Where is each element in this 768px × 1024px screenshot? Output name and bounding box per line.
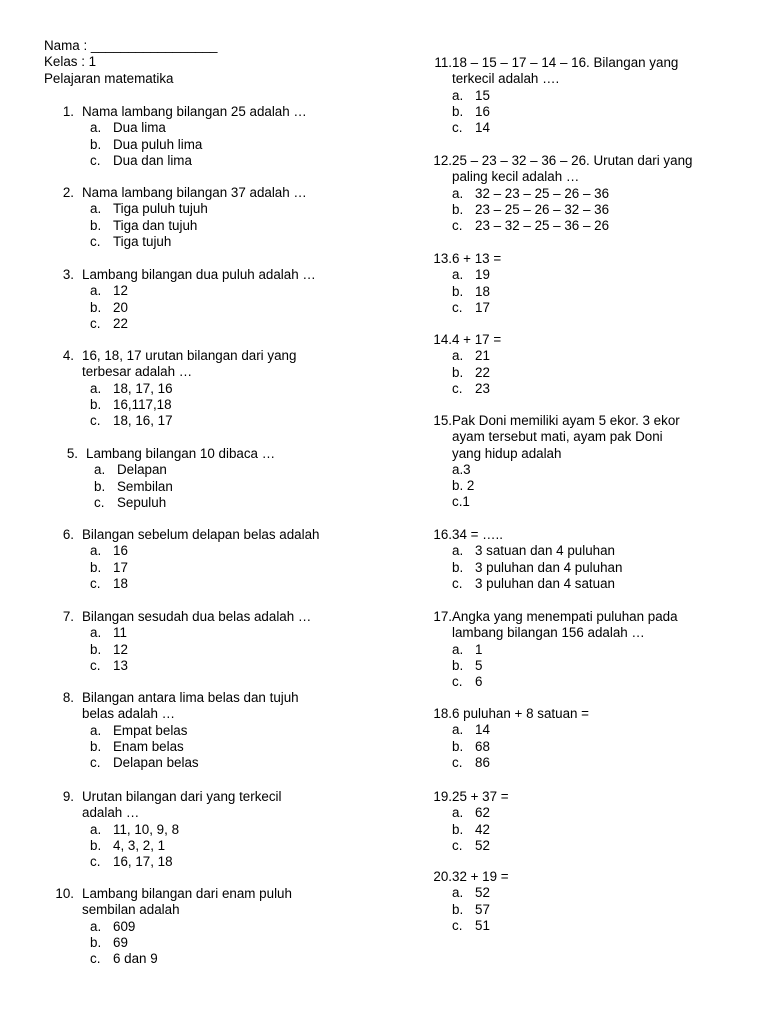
option-letter: b. [452, 657, 464, 673]
question-text: Lambang bilangan dua puluh adalah … [82, 267, 316, 282]
answer-option [44, 822, 384, 838]
option-text: 6 [475, 674, 483, 690]
option-text: 32 – 23 – 25 – 26 – 36 [475, 185, 610, 201]
question-line [44, 267, 384, 283]
option-text: 52 [475, 885, 490, 901]
answer-option [428, 381, 748, 397]
option-letter: a. [90, 380, 102, 396]
student-header [44, 38, 384, 87]
question-number: 19. [433, 789, 452, 804]
option-text: Tiga tujuh [113, 233, 172, 249]
option-letter: a. [452, 641, 464, 657]
option-letter: b. [90, 837, 102, 853]
option-letter: a. [90, 918, 102, 934]
option-letter: c. [452, 120, 463, 136]
question-number [428, 71, 452, 87]
option-letter: a. [90, 543, 102, 559]
answer-option [44, 201, 384, 217]
question-number: 13. [433, 251, 452, 266]
option-letter: c. [90, 575, 101, 591]
option-letter: a. [452, 87, 464, 103]
option-text: 18, 17, 16 [113, 380, 173, 396]
option-letter: b. [90, 559, 102, 575]
option-text: 20 [113, 299, 128, 315]
answer-option [44, 413, 384, 429]
question-line [428, 609, 748, 625]
question-item [44, 789, 384, 870]
option-text: 19 [475, 267, 490, 283]
option-letter: c. [90, 152, 101, 168]
option-text: 21 [475, 348, 490, 364]
option-text: 11 [113, 625, 127, 641]
answer-option: a.3 [452, 461, 471, 477]
question-item [428, 527, 748, 592]
question-line [44, 690, 384, 706]
question-text: yang hidup adalah [452, 445, 562, 461]
option-text: 52 [475, 837, 490, 853]
option-text: Dua puluh lima [113, 136, 203, 152]
question-number: 16. [433, 527, 452, 542]
question-number: 12. [433, 153, 452, 168]
answer-option [44, 755, 384, 771]
answer-option [428, 838, 748, 854]
answer-option [44, 543, 384, 559]
answer-option [428, 805, 748, 821]
option-letter: c. [90, 233, 101, 249]
question-line [428, 251, 748, 267]
option-text: 14 [475, 120, 490, 136]
answer-option [44, 658, 384, 674]
question-text: 25 + 37 = [452, 789, 509, 804]
question-number: 9. [62, 789, 74, 804]
question-text: Urutan bilangan dari yang terkecil [82, 789, 282, 804]
question-text: 6 + 13 = [452, 251, 502, 266]
option-text: 15 [475, 87, 490, 103]
question-line [44, 789, 384, 805]
option-text: 62 [475, 805, 490, 821]
question-number: 7. [62, 609, 74, 624]
question-text: ayam tersebut mati, ayam pak Doni [452, 429, 663, 445]
option-letter: a. [452, 885, 464, 901]
option-text: 4, 3, 2, 1 [113, 837, 166, 853]
option-letter: c. [90, 413, 101, 429]
question-text: sembilan adalah [82, 902, 180, 918]
question-item [48, 446, 388, 511]
question-item [428, 251, 748, 316]
answer-option [44, 283, 384, 299]
option-text: Enam belas [113, 738, 184, 754]
option-letter: b. [90, 136, 102, 152]
option-text: 17 [113, 559, 128, 575]
option-text: 6 dan 9 [113, 951, 158, 967]
answer-option [44, 838, 384, 854]
answer-option [428, 658, 748, 674]
answer-option [44, 218, 384, 234]
answer-option [428, 739, 748, 755]
question-number: 2. [62, 185, 74, 200]
question-number: 3. [62, 267, 74, 282]
option-letter: b. [90, 299, 102, 315]
option-text: 51 [475, 917, 490, 933]
question-text: belas adalah … [82, 706, 176, 722]
option-text: 12 [113, 283, 128, 299]
question-line [44, 902, 384, 918]
option-text: 86 [475, 754, 490, 770]
question-item [428, 153, 748, 234]
answer-option [428, 284, 748, 300]
answer-option [48, 495, 388, 511]
option-letter: c. [90, 755, 101, 771]
question-number [44, 364, 82, 380]
option-letter: c. [452, 837, 463, 853]
question-number: 6. [62, 527, 74, 542]
answer-option [428, 267, 748, 283]
option-text: 18 [475, 283, 490, 299]
answer-option [44, 919, 384, 935]
option-text: 1 [475, 641, 483, 657]
option-letter: a. [90, 201, 102, 217]
option-letter: a. [90, 821, 102, 837]
option-letter: a. [94, 462, 106, 478]
answer-option [44, 642, 384, 658]
option-letter: b. [452, 901, 464, 917]
question-line [428, 789, 748, 805]
answer-option [44, 397, 384, 413]
option-letter: b. [90, 396, 102, 412]
question-number [428, 429, 452, 445]
question-item [428, 869, 748, 934]
option-letter: c. [452, 218, 463, 234]
question-line [44, 609, 384, 625]
option-letter: b. [452, 559, 464, 575]
question-text: adalah … [82, 805, 140, 821]
answer-option [428, 543, 748, 559]
option-text: 18 [113, 575, 128, 591]
question-text: Bilangan antara lima belas dan tujuh [82, 690, 299, 705]
answer-option [44, 935, 384, 951]
question-line [44, 886, 384, 902]
question-number: 20. [433, 869, 452, 884]
answer-option [428, 186, 748, 202]
question-number: 4. [62, 348, 74, 363]
option-letter: c. [94, 494, 105, 510]
question-item [44, 185, 384, 250]
option-text: 5 [475, 657, 483, 673]
question-number [44, 706, 82, 722]
answer-option [428, 822, 748, 838]
option-letter: b. [452, 364, 464, 380]
question-line [44, 805, 384, 821]
option-letter: a. [452, 348, 464, 364]
question-text: Bilangan sesudah dua belas adalah … [82, 609, 312, 624]
answer-option [428, 885, 748, 901]
question-line [44, 104, 384, 120]
question-line [428, 55, 748, 71]
option-letter: c. [90, 951, 101, 967]
answer-option [428, 755, 748, 771]
question-text: 18 – 15 – 17 – 14 – 16. Bilangan yang [452, 55, 679, 70]
option-letter: c. [452, 575, 463, 591]
option-letter: a. [452, 543, 464, 559]
question-text: Bilangan sebelum delapan belas adalah [82, 527, 320, 542]
question-item [428, 609, 748, 690]
question-number: 1. [62, 104, 74, 119]
question-number [428, 625, 452, 641]
option-letter: a. [90, 120, 102, 136]
option-letter: b. [452, 283, 464, 299]
option-letter: c. [452, 299, 463, 315]
question-item [44, 690, 384, 771]
question-number: 11. [434, 55, 452, 70]
question-text: Nama lambang bilangan 37 adalah … [82, 185, 307, 200]
option-text: 12 [113, 641, 128, 657]
option-letter: c. [452, 380, 463, 396]
option-text: 57 [475, 901, 490, 917]
option-letter: a. [452, 185, 464, 201]
question-item [428, 789, 748, 854]
question-item [44, 527, 384, 592]
option-letter: b. [452, 738, 464, 754]
question-line [428, 625, 748, 641]
option-text: Tiga dan tujuh [113, 217, 198, 233]
option-letter: c. [90, 315, 101, 331]
question-number [44, 805, 82, 821]
answer-option [44, 560, 384, 576]
answer-option [428, 218, 748, 234]
option-letter: b. [90, 641, 102, 657]
option-text: Delapan [117, 462, 167, 478]
answer-option [428, 576, 748, 592]
answer-option [428, 202, 748, 218]
option-letter: a. [90, 283, 102, 299]
answer-option [428, 642, 748, 658]
option-text: 3 puluhan dan 4 satuan [475, 575, 615, 591]
kelas-field: Kelas : 1 [44, 54, 97, 70]
question-item [44, 267, 384, 332]
answer-option [428, 300, 748, 316]
answer-option [428, 348, 748, 364]
question-text: terbesar adalah … [82, 364, 193, 380]
answer-option [48, 479, 388, 495]
option-text: 16,117,18 [113, 396, 172, 412]
question-number: 18. [433, 706, 452, 721]
question-line [44, 364, 384, 380]
option-text: 14 [475, 722, 490, 738]
option-text: 22 [475, 364, 490, 380]
answer-option [44, 153, 384, 169]
question-line [44, 185, 384, 201]
answer-option: b. 2 [452, 478, 475, 494]
option-text: Dua lima [113, 120, 166, 136]
option-letter: c. [452, 674, 463, 690]
question-line [428, 527, 748, 543]
answer-option [48, 462, 388, 478]
option-letter: b. [94, 478, 106, 494]
answer-option [44, 316, 384, 332]
question-line [44, 706, 384, 722]
question-item [44, 886, 384, 967]
option-letter: a. [452, 267, 464, 283]
question-text: paling kecil adalah … [452, 169, 580, 185]
question-text: 34 = ….. [452, 527, 503, 542]
question-item [428, 706, 748, 771]
question-line [428, 169, 748, 185]
answer-option [428, 902, 748, 918]
option-text: 3 puluhan dan 4 puluhan [475, 559, 623, 575]
option-letter: b. [90, 217, 102, 233]
option-text: 42 [475, 821, 490, 837]
option-text: Sembilan [117, 478, 173, 494]
option-text: 3 satuan dan 4 puluhan [475, 543, 615, 559]
answer-option [44, 381, 384, 397]
question-number: 17. [433, 609, 452, 624]
option-letter: b. [452, 201, 464, 217]
nama-field: Nama : _________________ [44, 38, 218, 53]
answer-option [44, 723, 384, 739]
option-text: 11, 10, 9, 8 [113, 821, 180, 837]
question-item [44, 348, 384, 429]
question-text: terkecil adalah …. [452, 71, 560, 87]
option-letter: b. [452, 103, 464, 119]
option-letter: a. [90, 722, 102, 738]
question-line [48, 446, 388, 462]
answer-option [44, 951, 384, 967]
option-letter: b. [452, 821, 464, 837]
question-number: 8. [62, 690, 74, 705]
question-number: 5. [66, 446, 78, 461]
question-line [428, 869, 748, 885]
question-line [428, 153, 748, 169]
option-letter: a. [90, 625, 102, 641]
question-item [428, 332, 748, 397]
option-text: 16 [475, 103, 490, 119]
option-text: 23 [475, 380, 490, 396]
answer-option [428, 104, 748, 120]
answer-option [44, 576, 384, 592]
question-text: 25 – 23 – 32 – 36 – 26. Urutan dari yang [452, 153, 693, 168]
answer-option [44, 120, 384, 136]
option-text: 22 [113, 315, 128, 331]
answer-option [44, 137, 384, 153]
option-letter: c. [452, 917, 463, 933]
question-item [44, 609, 384, 674]
option-text: 16, 17, 18 [113, 854, 173, 870]
option-text: Sepuluh [117, 494, 167, 510]
option-text: Empat belas [113, 722, 188, 738]
option-letter: c. [90, 854, 101, 870]
option-letter: c. [452, 754, 463, 770]
question-line [428, 332, 748, 348]
answer-option [428, 918, 748, 934]
option-letter: a. [452, 722, 464, 738]
question-text: lambang bilangan 156 adalah … [452, 625, 645, 641]
answer-option: c.1 [452, 494, 470, 510]
answer-option [428, 674, 748, 690]
option-text: 23 – 32 – 25 – 36 – 26 [475, 218, 610, 234]
option-text: 23 – 25 – 26 – 32 – 36 [475, 201, 610, 217]
answer-option [428, 120, 748, 136]
question-number: 14. [433, 332, 452, 347]
option-letter: a. [452, 805, 464, 821]
question-item [44, 104, 384, 169]
question-number [428, 169, 452, 185]
option-text: 68 [475, 738, 490, 754]
option-text: 16 [113, 543, 128, 559]
option-letter: b. [90, 934, 102, 950]
question-number [44, 902, 82, 918]
answer-option [428, 722, 748, 738]
answer-option [44, 234, 384, 250]
option-text: 18, 16, 17 [113, 413, 173, 429]
question-text: 16, 18, 17 urutan bilangan dari yang [82, 348, 297, 363]
question-line [428, 706, 748, 722]
question-line [44, 527, 384, 543]
question-text: Angka yang menempati puluhan pada [452, 609, 678, 624]
answer-option [44, 854, 384, 870]
answer-option [428, 88, 748, 104]
question-text: Lambang bilangan 10 dibaca … [86, 446, 276, 461]
option-text: 17 [475, 299, 490, 315]
question-line [428, 429, 748, 445]
option-text: Dua dan lima [113, 152, 192, 168]
question-text: Nama lambang bilangan 25 adalah … [82, 104, 307, 119]
question-number: 15. [433, 413, 452, 428]
option-text: 609 [113, 918, 136, 934]
question-number [428, 446, 452, 462]
question-text: Lambang bilangan dari enam puluh [82, 886, 292, 901]
question-item [428, 413, 748, 511]
question-text: 6 puluhan + 8 satuan = [452, 706, 589, 721]
question-line [428, 413, 748, 429]
answer-option [44, 739, 384, 755]
question-text: 32 + 19 = [452, 869, 509, 884]
question-line [44, 348, 384, 364]
answer-option [428, 365, 748, 381]
option-letter: c. [90, 657, 101, 673]
question-text: 4 + 17 = [452, 332, 502, 347]
question-item [428, 55, 748, 136]
option-text: Tiga puluh tujuh [113, 201, 208, 217]
option-letter: b. [90, 738, 102, 754]
question-line [428, 446, 748, 462]
question-text: Pak Doni memiliki ayam 5 ekor. 3 ekor [452, 413, 680, 428]
question-number: 10. [55, 886, 74, 901]
option-text: Delapan belas [113, 755, 199, 771]
answer-option [44, 625, 384, 641]
answer-option [44, 300, 384, 316]
question-line [428, 71, 748, 87]
subject-line: Pelajaran matematika [44, 70, 174, 86]
option-text: 69 [113, 934, 128, 950]
option-text: 13 [113, 657, 128, 673]
answer-option [428, 560, 748, 576]
